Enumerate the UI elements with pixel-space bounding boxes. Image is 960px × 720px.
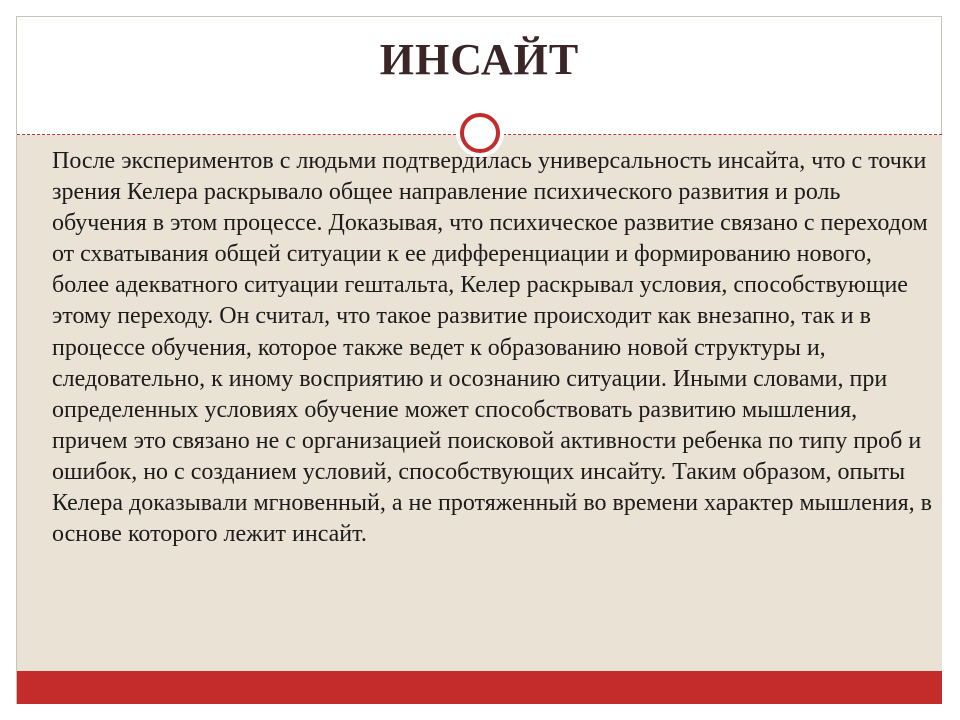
slide-body-text: После экспериментов с людьми подтвердилась универсальность инсайта, что с точки зрения Келера раскрывало общее направление психического развития и роль обучения в этом процессе. Доказывая, что психическое развитие связано с переходом от схватывания общей ситуации к ее дифференциации и формированию нового, более адекватного ситуации гештальта, Келер раскрывал условия, способствующие этому переходу. Он считал, что такое развитие происходит как внезапно, так и в процессе обучения, которое также ведет к образованию новой структуры и, следовательно, к иному восприятию и осознанию ситуации. Иными словами, при определенных условиях обучение может способствовать развитию мышления, причем это связано не с организацией поисковой активности ребенка по типу проб и ошибок, но с созданием условий, способствующих инсайту. Таким образом, опыты Келера доказывали мгновенный, а не протяженный во времени характер мышления, в основе которого лежит инсайт. — [52, 148, 932, 548]
slide-title: ИНСАЙТ — [379, 35, 580, 84]
footer-bar — [17, 671, 942, 704]
